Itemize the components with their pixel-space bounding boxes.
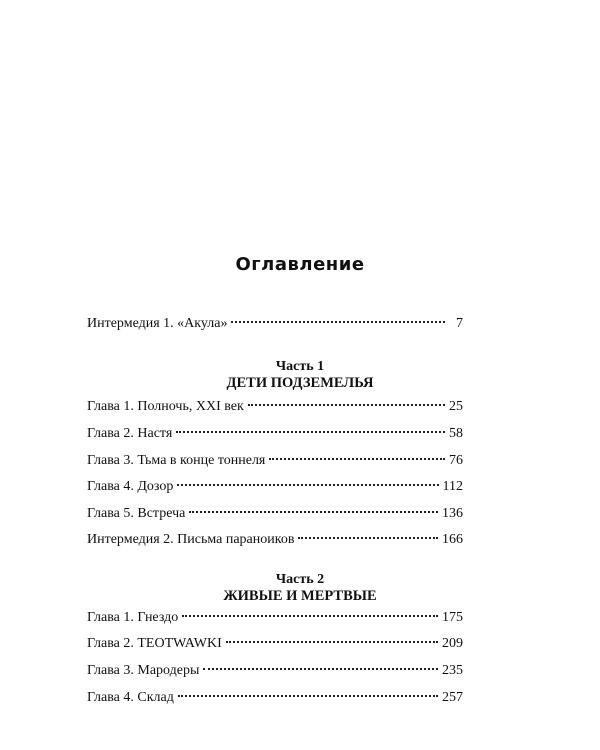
part-heading bbox=[0, 571, 600, 605]
toc-entry-label: Глава 4. Склад bbox=[87, 690, 174, 705]
toc-entry-page: 166 bbox=[442, 532, 463, 547]
toc-entry-page: 112 bbox=[442, 479, 463, 494]
toc-entry-label: Глава 3. Тьма в конце тоннеля bbox=[87, 453, 266, 468]
part-label: Часть 1 bbox=[275, 359, 325, 374]
dot-leader bbox=[248, 404, 445, 406]
toc-entry bbox=[87, 398, 463, 416]
toc-entry-page: 175 bbox=[442, 610, 463, 625]
toc-entry-label: Интермедия 1. «Акула» bbox=[87, 316, 228, 331]
page-title: Оглавление bbox=[235, 254, 365, 275]
toc-entry bbox=[87, 662, 463, 680]
toc-entry-page: 76 bbox=[449, 453, 463, 468]
dot-leader bbox=[231, 321, 445, 323]
toc-entry-label: Глава 5. Встреча bbox=[87, 506, 186, 521]
dot-leader bbox=[298, 537, 438, 539]
toc-entry-page: 235 bbox=[442, 663, 463, 678]
part-label: Часть 2 bbox=[275, 572, 325, 587]
toc-entry-label: Интермедия 2. Письма параноиков bbox=[87, 532, 295, 547]
part-name: ДЕТИ ПОДЗЕМЕЛЬЯ bbox=[226, 375, 374, 391]
toc-entry-page: 7 bbox=[456, 316, 463, 331]
dot-leader bbox=[189, 511, 438, 513]
toc-entry-page: 257 bbox=[442, 690, 463, 705]
dot-leader bbox=[176, 431, 445, 433]
toc-entry bbox=[87, 478, 463, 496]
toc-entry bbox=[87, 452, 463, 470]
dot-leader bbox=[177, 484, 438, 486]
toc-entry bbox=[87, 609, 463, 627]
toc-entry-page: 58 bbox=[449, 426, 463, 441]
toc-entry bbox=[87, 425, 463, 443]
toc-entry-label: Глава 2. TEOTWAWKI bbox=[87, 636, 222, 651]
dot-leader bbox=[178, 695, 438, 697]
dot-leader bbox=[182, 615, 438, 617]
toc-entry-label: Глава 1. Гнездо bbox=[87, 610, 179, 625]
dot-leader bbox=[269, 458, 445, 460]
dot-leader bbox=[203, 668, 438, 670]
toc-entry-page: 209 bbox=[442, 636, 463, 651]
toc-entry bbox=[87, 315, 463, 333]
toc-entry-page: 136 bbox=[442, 506, 463, 521]
toc-entry-label: Глава 2. Настя bbox=[87, 426, 173, 441]
toc-entry-label: Глава 1. Полночь, XXI век bbox=[87, 399, 244, 414]
toc-entry-label: Глава 4. Дозор bbox=[87, 479, 174, 494]
part-name: ЖИВЫЕ И МЕРТВЫЕ bbox=[223, 588, 377, 604]
part-heading bbox=[0, 358, 600, 392]
dot-leader bbox=[226, 641, 438, 643]
toc-entry bbox=[87, 689, 463, 707]
toc-entry-label: Глава 3. Мародеры bbox=[87, 663, 200, 678]
toc-entry bbox=[87, 635, 463, 653]
toc-entry bbox=[87, 531, 463, 549]
toc-entry bbox=[87, 505, 463, 523]
toc-entry-page: 25 bbox=[449, 399, 463, 414]
